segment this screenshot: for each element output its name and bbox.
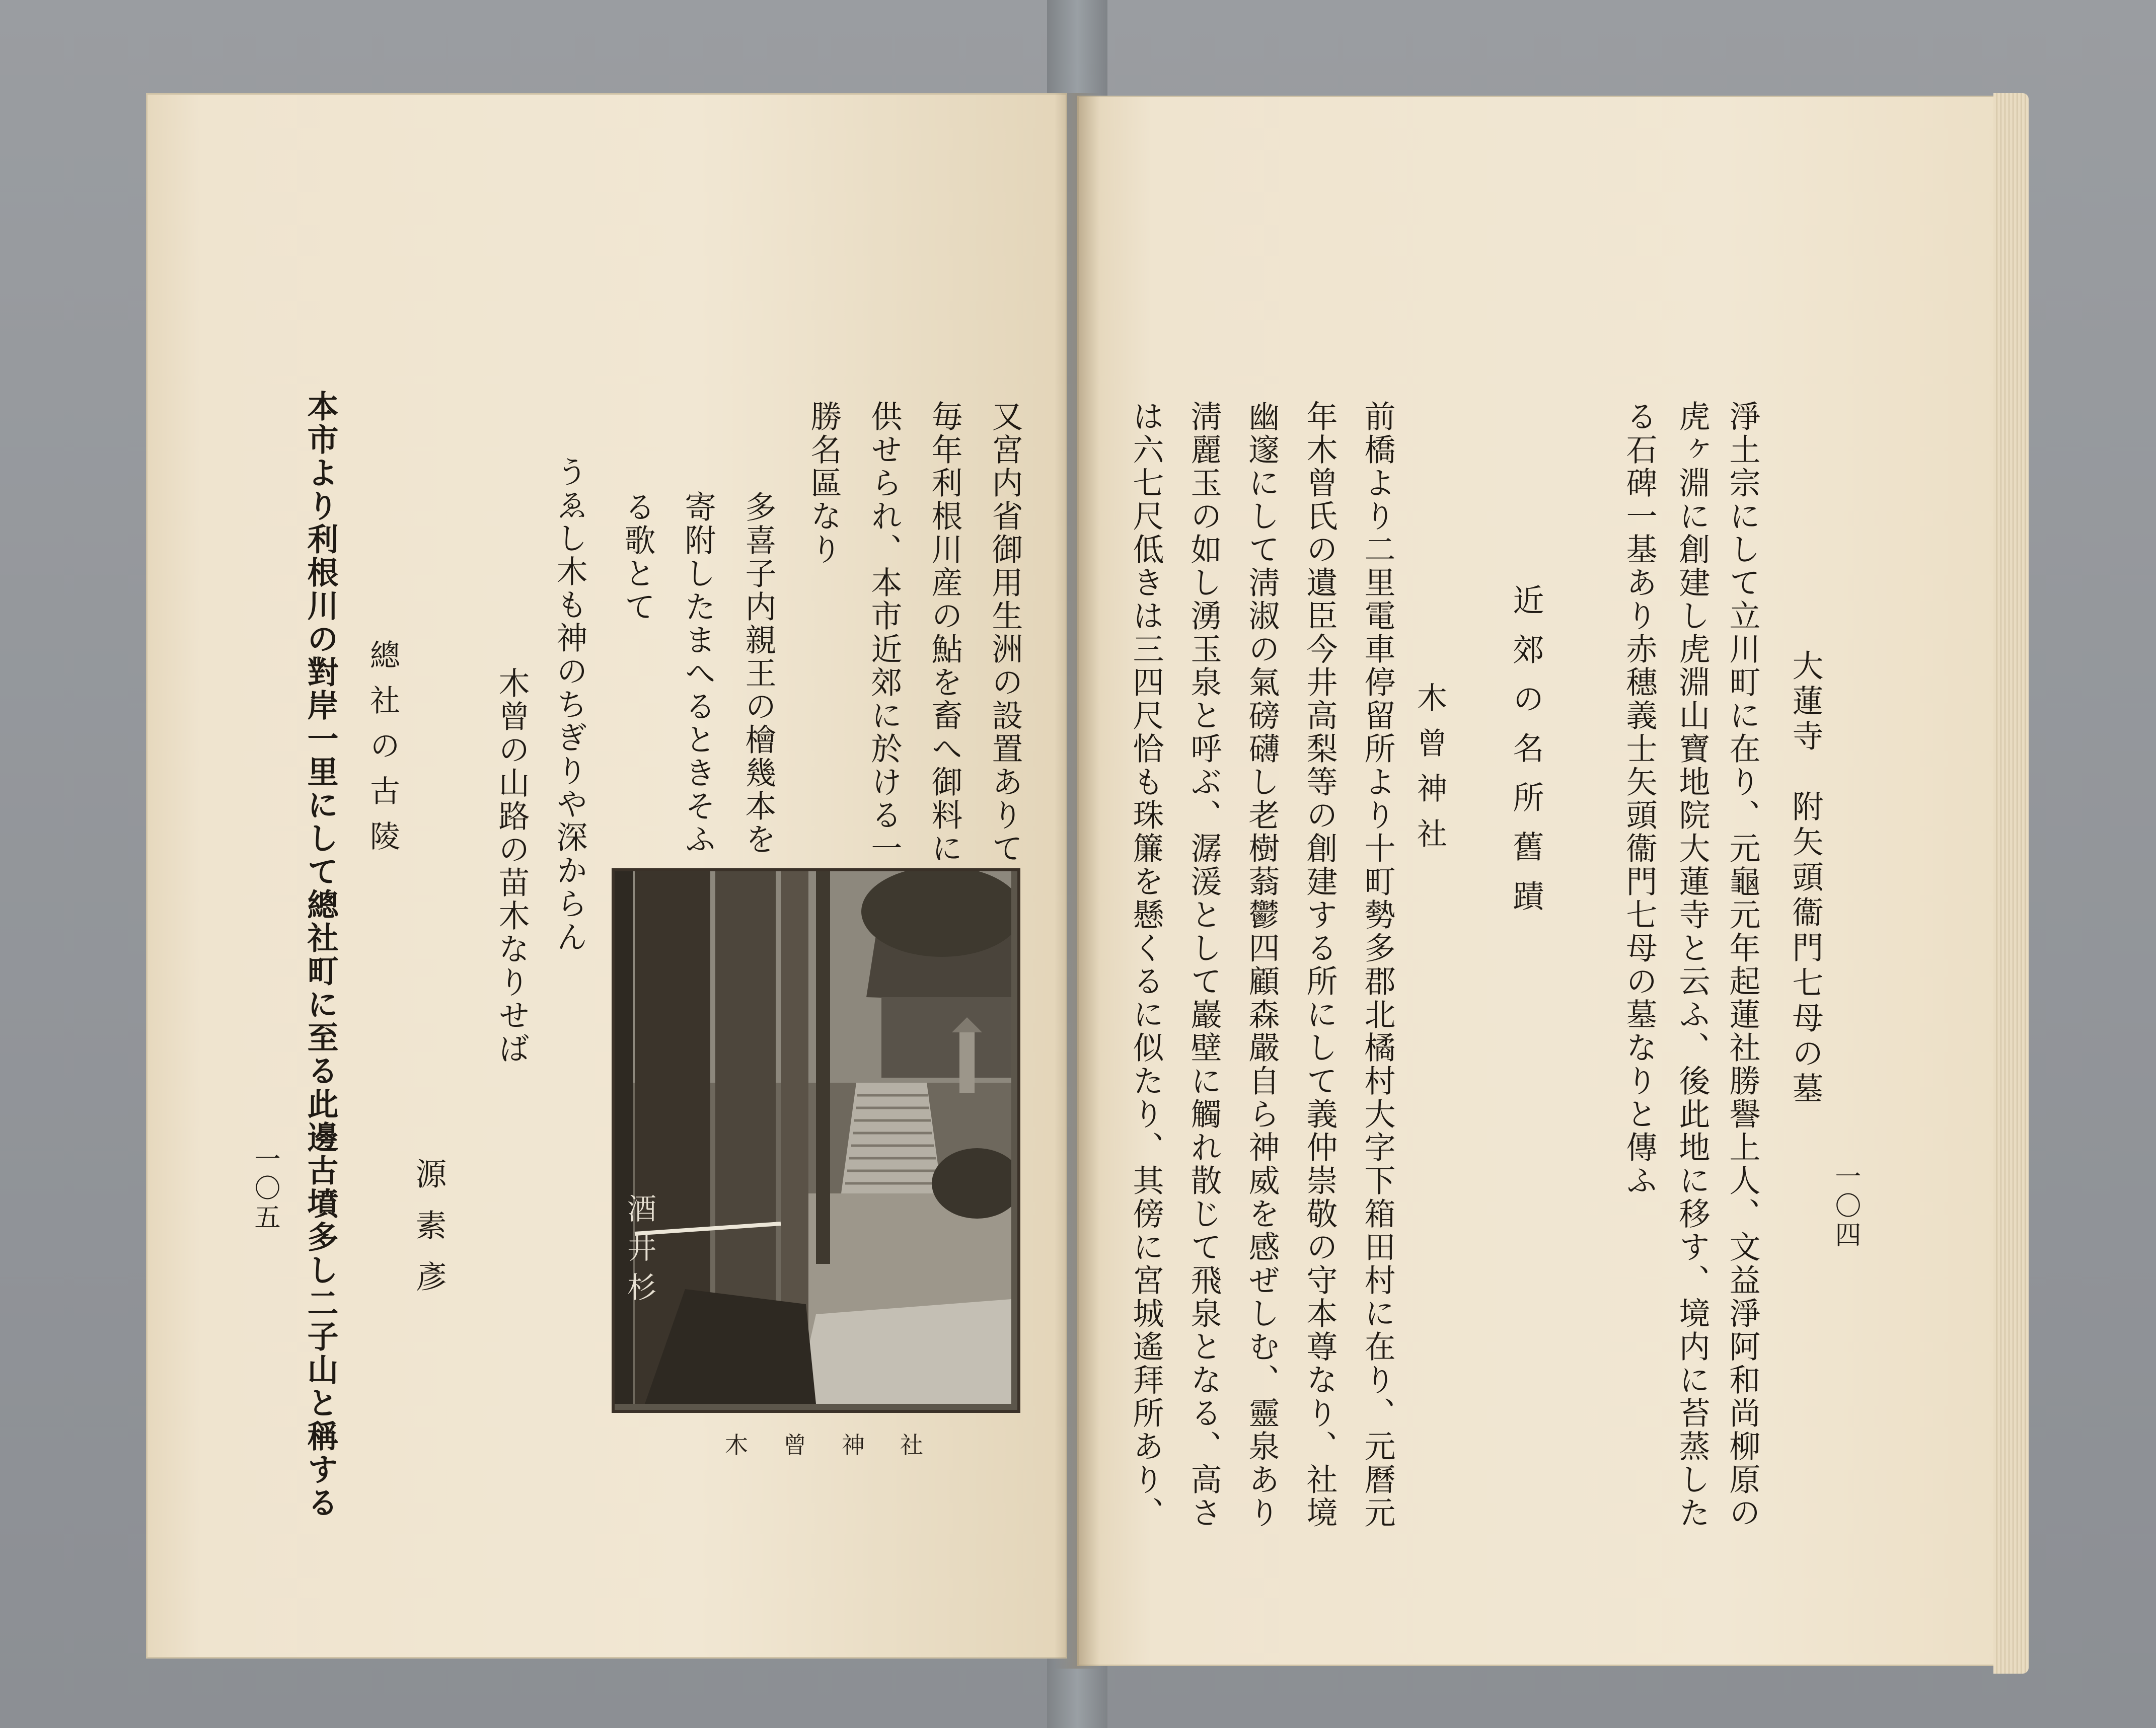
poem-intro-line-1: 多喜子内親王の檜幾本を [740, 491, 777, 856]
poem-line-1: 木曾の山路の苗木なりせば [493, 667, 530, 1066]
continued-text-line-3: 供せられ、本市近郊に於ける一 [866, 400, 903, 865]
photo-inscription: 酒井杉 [622, 1193, 656, 1311]
photo-caption: 木曾神社 [725, 1432, 958, 1459]
shrine-text-line-4: 淸麗玉の如し湧玉泉と呼ぶ、潺湲として巖壁に觸れ散じて飛泉となる、高さ [1185, 400, 1222, 1530]
temple-text-line-2: 虎ヶ淵に創建し虎淵山寶地院大蓮寺と云ふ、後此地に移す、境内に苔蒸した [1674, 400, 1711, 1530]
gutter-shadow [1055, 93, 1100, 1669]
shrine-text-line-2: 年木曾氏の遺臣今井高梨等の創建する所にして義仲崇敬の守本尊なり、社境 [1301, 400, 1338, 1530]
poem-intro-line-3: る歌とて [619, 491, 656, 624]
section-heading: 近郊の名所舊蹟 [1508, 584, 1544, 929]
shrine-text-line-1: 前橋より二里電車停留所より十町勢多郡北橘村大字下箱田村に在り、元曆元 [1359, 400, 1396, 1530]
poem-line-2: うゑし木も神のちぎりや深からん [551, 456, 588, 954]
temple-text-line-1: 淨土宗にして立川町に在り、元龜元年起蓮社勝譽上人、文益淨阿和尚柳原の [1724, 400, 1761, 1530]
right-page-number: 一〇四 [1830, 1163, 1861, 1250]
poet-name: 源素彥 [410, 1158, 447, 1312]
continued-text-line-2: 毎年利根川産の鮎を畜へ御料に [926, 400, 963, 865]
temple-title: 大蓮寺 附矢頭衞門七母の墓 [1787, 649, 1824, 1107]
tomb-title: 總社の古陵 [365, 639, 400, 866]
shrine-photo [612, 868, 1020, 1413]
shrine-text-line-5: は六七尺低きは三四尺恰も珠簾を懸くるに似たり、其傍に宮城遙拜所あり、 [1128, 400, 1164, 1530]
shrine-title: 木曾神社 [1412, 682, 1447, 863]
tomb-text: 本市より利根川の對岸一里にして總社町に至る此邊古墳多し二子山と稱する [302, 390, 339, 1520]
poem-intro-line-2: 寄附したまへるときそふ [680, 491, 716, 856]
temple-text-line-3: る石碑一基あり赤穗義士矢頭衞門七母の墓なりと傳ふ [1621, 400, 1658, 1197]
left-page-number: 一〇五 [250, 1145, 280, 1233]
continued-text-line-1: 又宮内省御用生洲の設置ありて [987, 400, 1023, 865]
continued-text-line-4: 勝名區なり [805, 400, 842, 566]
shrine-text-line-3: 幽邃にして淸淑の氣磅礴し老樹蓊鬱四顧森嚴自ら神威を感ぜしむ、靈泉あり [1243, 400, 1280, 1530]
page-edges [1993, 93, 2029, 1674]
